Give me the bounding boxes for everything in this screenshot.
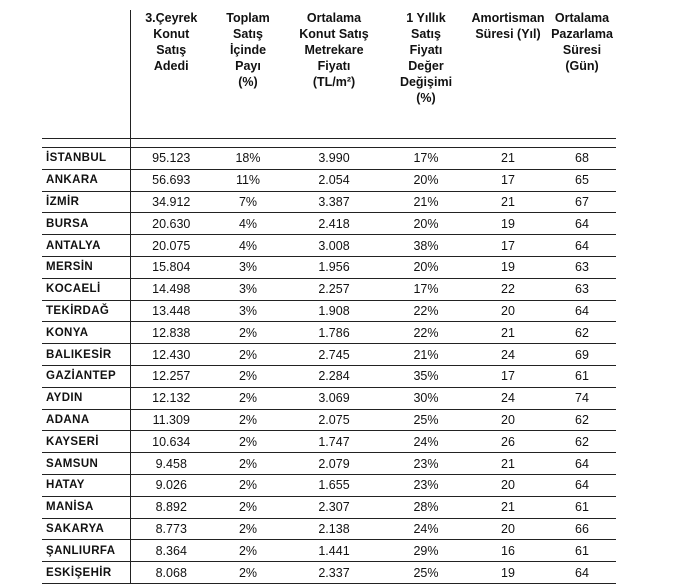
header-line: Satış: [233, 27, 263, 41]
share-cell: 2%: [212, 540, 284, 562]
share-cell: 2%: [212, 344, 284, 366]
price-change-cell: 21%: [384, 344, 468, 366]
price-cell: 1.441: [284, 540, 384, 562]
sales-count-cell: 20.630: [130, 213, 212, 235]
share-cell: 4%: [212, 235, 284, 257]
table-row: [42, 431, 616, 453]
share-cell: 11%: [212, 169, 284, 191]
city-cell: ANKARA: [42, 169, 130, 191]
table-row: [42, 169, 616, 191]
table-row: [42, 496, 616, 518]
sales-count-header: [130, 10, 212, 139]
price-cell: 2.075: [284, 409, 384, 431]
price-cell: 3.990: [284, 148, 384, 170]
marketing-time-cell: 64: [548, 300, 616, 322]
header-line: Pazarlama: [551, 27, 613, 41]
table-row: [42, 453, 616, 475]
amortization-cell: 17: [468, 365, 548, 387]
sales-count-cell: 10.634: [130, 431, 212, 453]
amortization-cell: 16: [468, 540, 548, 562]
sales-count-cell: 12.430: [130, 344, 212, 366]
marketing-time-cell: 62: [548, 431, 616, 453]
table-row: [42, 409, 616, 431]
spacer-cell: [130, 139, 212, 148]
price-cell: 2.138: [284, 518, 384, 540]
marketing-time-cell: 69: [548, 344, 616, 366]
table-row: [42, 365, 616, 387]
header-line: Konut: [153, 27, 190, 41]
share-cell: 3%: [212, 256, 284, 278]
amortization-cell: 20: [468, 409, 548, 431]
price-change-cell: 30%: [384, 387, 468, 409]
sales-count-cell: 20.075: [130, 235, 212, 257]
header-line: Değişimi: [399, 75, 453, 89]
price-cell: 2.257: [284, 278, 384, 300]
header-line: Ortalama: [554, 11, 610, 25]
sales-count-cell: 8.773: [130, 518, 212, 540]
amortization-cell: 19: [468, 213, 548, 235]
price-change-cell: 25%: [384, 562, 468, 584]
share-cell: 2%: [212, 496, 284, 518]
marketing-time-cell: 62: [548, 409, 616, 431]
share-cell: 2%: [212, 365, 284, 387]
amortization-cell: 20: [468, 518, 548, 540]
table-row: [42, 300, 616, 322]
sales-count-cell: 34.912: [130, 191, 212, 213]
housing-sales-table: [42, 10, 616, 584]
amortization-header: [468, 10, 548, 139]
header-line: (%): [416, 91, 436, 105]
share-header: [212, 10, 284, 139]
header-line: 3.Çeyrek: [145, 11, 198, 25]
price-cell: 1.747: [284, 431, 384, 453]
marketing-time-cell: 65: [548, 169, 616, 191]
header-line: Fiyatı: [317, 59, 351, 73]
price-header: [284, 10, 384, 139]
amortization-cell: 22: [468, 278, 548, 300]
table-row: [42, 256, 616, 278]
marketing-time-cell: 64: [548, 474, 616, 496]
table-row: [42, 344, 616, 366]
header-line: Metrekare: [304, 43, 364, 57]
price-change-cell: 17%: [384, 278, 468, 300]
spacer-cell: [548, 139, 616, 148]
share-cell: 2%: [212, 518, 284, 540]
price-change-header: [384, 10, 468, 139]
price-change-cell: 20%: [384, 213, 468, 235]
city-cell: İSTANBUL: [42, 148, 130, 170]
table-row: [42, 540, 616, 562]
city-cell: MERSİN: [42, 256, 130, 278]
table-body: [42, 139, 616, 584]
amortization-cell: 20: [468, 474, 548, 496]
city-cell: KOCAELİ: [42, 278, 130, 300]
table-row: [42, 562, 616, 584]
marketing-time-header: [548, 10, 616, 139]
price-cell: 3.008: [284, 235, 384, 257]
city-cell: MANİSA: [42, 496, 130, 518]
price-change-cell: 24%: [384, 518, 468, 540]
share-cell: 2%: [212, 409, 284, 431]
price-change-cell: 20%: [384, 256, 468, 278]
housing-sales-table-container: [42, 10, 616, 584]
price-change-cell: 17%: [384, 148, 468, 170]
price-cell: 1.956: [284, 256, 384, 278]
table-row: [42, 191, 616, 213]
header-row: [42, 10, 616, 139]
amortization-cell: 24: [468, 387, 548, 409]
city-cell: SAMSUN: [42, 453, 130, 475]
header-spacer-row: [42, 139, 616, 148]
sales-count-cell: 11.309: [130, 409, 212, 431]
table-row: [42, 322, 616, 344]
header-line: (Gün): [565, 59, 599, 73]
marketing-time-cell: 64: [548, 453, 616, 475]
spacer-cell: [212, 139, 284, 148]
price-cell: 1.908: [284, 300, 384, 322]
price-change-cell: 24%: [384, 431, 468, 453]
city-cell: ANTALYA: [42, 235, 130, 257]
share-cell: 3%: [212, 300, 284, 322]
header-line: Konut Satış: [299, 27, 369, 41]
price-change-cell: 25%: [384, 409, 468, 431]
spacer-cell: [284, 139, 384, 148]
header-line: Fiyatı: [409, 43, 443, 57]
city-cell: BALIKESİR: [42, 344, 130, 366]
table-row: [42, 148, 616, 170]
marketing-time-cell: 64: [548, 235, 616, 257]
sales-count-cell: 56.693: [130, 169, 212, 191]
city-cell: TEKİRDAĞ: [42, 300, 130, 322]
header-line: Ortalama: [306, 11, 362, 25]
header-line: Payı: [235, 59, 261, 73]
marketing-time-cell: 63: [548, 256, 616, 278]
price-cell: 2.284: [284, 365, 384, 387]
amortization-cell: 17: [468, 235, 548, 257]
marketing-time-cell: 67: [548, 191, 616, 213]
price-cell: 2.079: [284, 453, 384, 475]
price-change-cell: 28%: [384, 496, 468, 518]
amortization-cell: 19: [468, 256, 548, 278]
price-change-cell: 22%: [384, 322, 468, 344]
amortization-cell: 24: [468, 344, 548, 366]
price-change-cell: 23%: [384, 453, 468, 475]
header-line: Satış: [156, 43, 187, 57]
sales-count-cell: 14.498: [130, 278, 212, 300]
header-line: Amortisman: [471, 11, 545, 25]
price-change-cell: 23%: [384, 474, 468, 496]
marketing-time-cell: 61: [548, 365, 616, 387]
share-cell: 2%: [212, 431, 284, 453]
spacer-cell: [384, 139, 468, 148]
share-cell: 2%: [212, 562, 284, 584]
amortization-cell: 26: [468, 431, 548, 453]
share-cell: 2%: [212, 387, 284, 409]
price-cell: 2.745: [284, 344, 384, 366]
price-change-cell: 35%: [384, 365, 468, 387]
header-line: Satış: [411, 27, 441, 41]
marketing-time-cell: 63: [548, 278, 616, 300]
marketing-time-cell: 61: [548, 496, 616, 518]
marketing-time-cell: 61: [548, 540, 616, 562]
sales-count-cell: 95.123: [130, 148, 212, 170]
header-line: Süresi: [562, 43, 602, 57]
sales-count-cell: 9.026: [130, 474, 212, 496]
header-line: Adedi: [153, 59, 189, 73]
price-cell: 2.054: [284, 169, 384, 191]
header-line: İçinde: [229, 43, 267, 57]
city-cell: GAZİANTEP: [42, 365, 130, 387]
price-cell: 2.307: [284, 496, 384, 518]
share-cell: 18%: [212, 148, 284, 170]
price-cell: 3.387: [284, 191, 384, 213]
header-line: (%): [238, 75, 258, 89]
share-cell: 4%: [212, 213, 284, 235]
price-cell: 2.418: [284, 213, 384, 235]
amortization-cell: 19: [468, 562, 548, 584]
price-cell: 1.655: [284, 474, 384, 496]
header-line: 1 Yıllık: [406, 11, 446, 25]
amortization-cell: 21: [468, 322, 548, 344]
sales-count-cell: 15.804: [130, 256, 212, 278]
price-change-cell: 29%: [384, 540, 468, 562]
sales-count-cell: 8.068: [130, 562, 212, 584]
sales-count-cell: 12.257: [130, 365, 212, 387]
marketing-time-cell: 74: [548, 387, 616, 409]
header-line: (TL/m²): [312, 75, 356, 89]
amortization-cell: 21: [468, 191, 548, 213]
city-cell: HATAY: [42, 474, 130, 496]
amortization-cell: 21: [468, 148, 548, 170]
sales-count-cell: 8.364: [130, 540, 212, 562]
sales-count-cell: 12.132: [130, 387, 212, 409]
amortization-cell: 21: [468, 496, 548, 518]
price-cell: 2.337: [284, 562, 384, 584]
city-cell: SAKARYA: [42, 518, 130, 540]
header-line: Değer: [408, 59, 444, 73]
sales-count-cell: 13.448: [130, 300, 212, 322]
share-cell: 7%: [212, 191, 284, 213]
city-cell: İZMİR: [42, 191, 130, 213]
sales-count-cell: 9.458: [130, 453, 212, 475]
city-cell: ADANA: [42, 409, 130, 431]
table-row: [42, 474, 616, 496]
marketing-time-cell: 68: [548, 148, 616, 170]
marketing-time-cell: 64: [548, 562, 616, 584]
price-change-cell: 20%: [384, 169, 468, 191]
amortization-cell: 21: [468, 453, 548, 475]
table-row: [42, 387, 616, 409]
city-cell: AYDIN: [42, 387, 130, 409]
share-cell: 2%: [212, 453, 284, 475]
table-row: [42, 518, 616, 540]
city-cell: KONYA: [42, 322, 130, 344]
sales-count-cell: 8.892: [130, 496, 212, 518]
spacer-cell: [42, 139, 130, 148]
sales-count-cell: 12.838: [130, 322, 212, 344]
marketing-time-cell: 62: [548, 322, 616, 344]
amortization-cell: 20: [468, 300, 548, 322]
city-cell: BURSA: [42, 213, 130, 235]
spacer-cell: [468, 139, 548, 148]
price-cell: 1.786: [284, 322, 384, 344]
table-row: [42, 213, 616, 235]
price-change-cell: 21%: [384, 191, 468, 213]
table-row: [42, 235, 616, 257]
price-cell: 3.069: [284, 387, 384, 409]
amortization-cell: 17: [468, 169, 548, 191]
header-line: Toplam: [226, 11, 270, 25]
city-column-header: [42, 10, 130, 139]
marketing-time-cell: 64: [548, 213, 616, 235]
price-change-cell: 38%: [384, 235, 468, 257]
header-line: Süresi (Yıl): [475, 27, 541, 41]
share-cell: 2%: [212, 474, 284, 496]
share-cell: 2%: [212, 322, 284, 344]
city-cell: ESKİŞEHİR: [42, 562, 130, 584]
marketing-time-cell: 66: [548, 518, 616, 540]
city-cell: KAYSERİ: [42, 431, 130, 453]
price-change-cell: 22%: [384, 300, 468, 322]
city-cell: ŞANLIURFA: [42, 540, 130, 562]
table-row: [42, 278, 616, 300]
share-cell: 3%: [212, 278, 284, 300]
